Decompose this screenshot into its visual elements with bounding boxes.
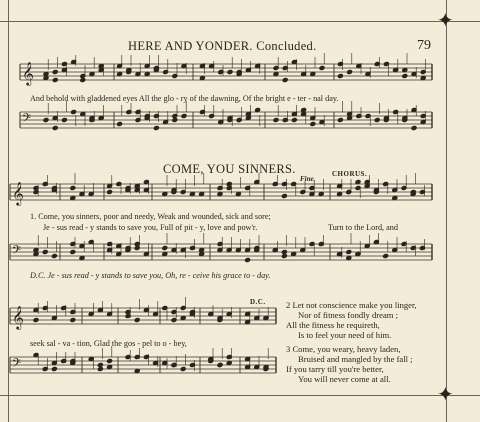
- verse2-line1: 2 Let not conscience make you linger,: [286, 300, 417, 310]
- corner-ornament-bottom-icon: ✦: [437, 384, 454, 406]
- chorus-lyric-line: Turn to the Lord, and: [328, 223, 398, 232]
- verse2-line3: All the fitness he requireth,: [286, 320, 380, 330]
- verse3-line4: You will never come at all.: [298, 374, 391, 384]
- seek-lyric-line: seek sal - va - tion, Glad the gos - pel to o - bey,: [30, 339, 187, 348]
- corner-ornament-top-icon: ✦: [437, 10, 454, 32]
- fine-mark: Fine.: [300, 175, 316, 183]
- verse2-line4: Is to feel your need of him.: [298, 330, 392, 340]
- verse2-line2: Nor of fitness fondly dream ;: [298, 310, 398, 320]
- treble-clef-icon: 𝄞: [12, 305, 24, 329]
- bass-clef-icon: 𝄢: [12, 357, 22, 373]
- treble-clef-icon: 𝄞: [12, 181, 24, 205]
- song1-lyric-line: And behold with gladdened eyes All the glo - ry of the dawning, Of the bright e - ter - nal day.: [30, 94, 339, 103]
- bass-clef-icon: 𝄢: [12, 244, 22, 260]
- bass-clef-icon: 𝄢: [22, 112, 32, 128]
- verse1b-lyric-line: Je - sus read - y stands to save you, Full of pit - y, love and pow'r.: [43, 223, 258, 232]
- page-number: 79: [417, 38, 431, 53]
- verse3-line2: Bruised and mangled by the fall ;: [298, 354, 413, 364]
- chorus-mark: CHORUS.: [332, 170, 368, 178]
- verse1-lyric-line: 1. Come, you sinners, poor and needy, Weak and wounded, sick and sore;: [30, 212, 271, 221]
- song2-title: COME, YOU SINNERS.: [163, 162, 296, 176]
- dc-mark: D.C.: [250, 298, 266, 306]
- page-title: HERE AND YONDER. Concluded.: [128, 39, 317, 53]
- dc-lyric-line: D.C. Je - sus read - y stands to save you, Oh, re - ceive his grace to - day.: [30, 271, 271, 280]
- verse3-line3: If you tarry till you're better,: [286, 364, 384, 374]
- treble-clef-icon: 𝄞: [22, 61, 34, 85]
- verse3-line1: 3 Come, you weary, heavy laden,: [286, 344, 401, 354]
